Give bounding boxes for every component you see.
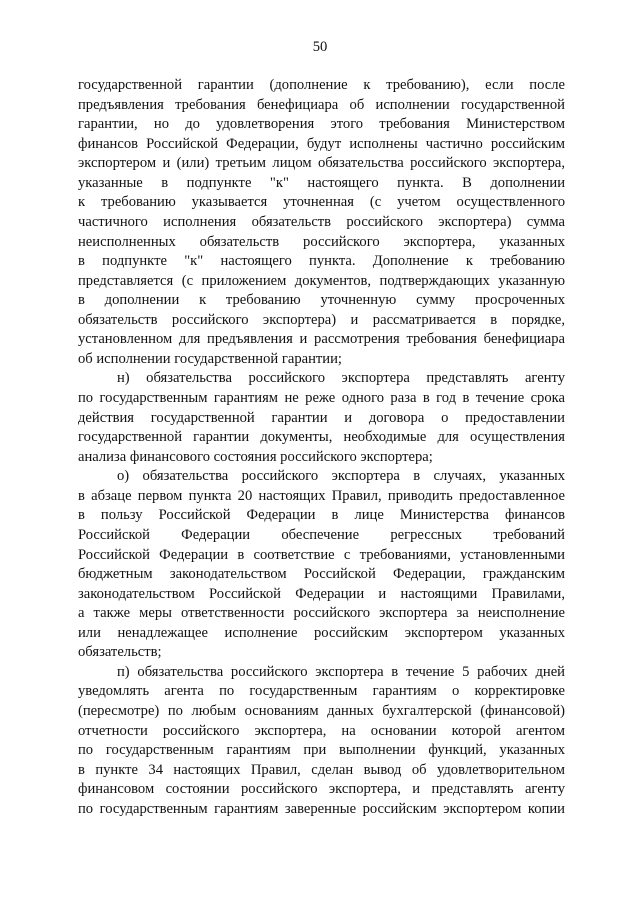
- text-line: по государственным гарантиям не реже одного раза в год в течение срока: [78, 390, 565, 406]
- text-line: указанные в подпункте "к" настоящего пункта. В дополнении: [78, 174, 565, 191]
- text-line: финансов Российской Федерации, будут исполнены частично российским: [78, 135, 565, 152]
- subitem-o-paragraph: [78, 467, 565, 663]
- text-line: анализа финансового состояния российского экспортера;: [78, 448, 433, 465]
- text-line: бюджетным законодательством Российской Федерации, гражданским: [78, 566, 565, 583]
- text-line: отчетности российского экспортера, на основании которой агентом: [78, 722, 565, 739]
- text-line: обязательств российского экспортера) и рассматривается в порядке,: [78, 311, 565, 328]
- text-line: действия государственной гарантии и договора о предоставлении: [78, 409, 565, 426]
- text-line: п) обязательства российского экспортера в течение 5 рабочих дней: [117, 663, 565, 680]
- text-line: в пункте 34 настоящих Правил, сделан вывод об удовлетворительном: [78, 761, 565, 778]
- text-line: н) обязательства российского экспортера представлять агенту: [117, 370, 565, 387]
- text-line: законодательством Российской Федерации и настоящими Правилами,: [78, 585, 565, 602]
- text-line: экспортером и (или) третьим лицом обязательства российского экспортера,: [78, 155, 565, 172]
- text-line: Российской Федерации обеспечение регрессных требований: [78, 526, 565, 543]
- text-line: по государственным гарантиям при выполнении функций, указанных: [78, 742, 565, 759]
- subitem-p-paragraph: [78, 663, 565, 820]
- text-line: или ненадлежащее исполнение российским экспортером указанных: [78, 624, 565, 641]
- text-line: гарантии, но до удовлетворения этого требования Министерством: [78, 116, 565, 133]
- text-line: по государственным гарантиям заверенные российским экспортером копии: [78, 800, 565, 817]
- text-line: о) обязательства российского экспортера в случаях, указанных: [117, 468, 565, 485]
- text-line: в пользу Российской Федерации в лице Министерства финансов: [78, 507, 565, 524]
- text-line: Российской Федерации в соответствие с требованиями, установленными: [78, 546, 565, 563]
- text-line: об исполнении государственной гарантии;: [78, 350, 342, 367]
- text-line: частичного исполнения обязательств российского экспортера) сумма: [78, 213, 565, 230]
- document-body: [78, 76, 565, 819]
- text-line: финансовом состоянии российского экспортера, и представлять агенту: [78, 781, 565, 798]
- text-line: в абзаце первом пункта 20 настоящих Правил, приводить предоставленное: [78, 487, 565, 504]
- text-line: к требованию указывается уточненная (с учетом осуществленного: [78, 194, 565, 211]
- text-line: (пересмотре) по любым основаниям данных бухгалтерской (финансовой): [78, 703, 565, 719]
- text-line: предъявления требования бенефициара об исполнении государственной: [78, 96, 565, 113]
- page-number: 50: [312, 39, 328, 55]
- text-line: государственной гарантии документы, необходимые для осуществления: [78, 429, 565, 446]
- text-line: обязательств;: [78, 644, 162, 661]
- text-line: установленном для предъявления и рассмотрения требования бенефициара: [78, 331, 565, 348]
- text-line: неисполненных обязательств российского экспортера, указанных: [78, 233, 565, 250]
- text-line: в дополнении к требованию уточненную сумму просроченных: [78, 292, 565, 309]
- text-line: а также меры ответственности российского экспортера за неисполнение: [78, 605, 565, 622]
- paragraph-continuation: [78, 76, 565, 369]
- text-line: представляется (с приложением документов, подтверждающих указанную: [78, 272, 565, 289]
- text-line: государственной гарантии (дополнение к требованию), если после: [78, 77, 565, 93]
- subitem-n-paragraph: [78, 369, 565, 467]
- text-line: уведомлять агента по государственным гарантиям о корректировке: [78, 683, 565, 700]
- text-line: в подпункте "к" настоящего пункта. Дополнение к требованию: [78, 253, 565, 270]
